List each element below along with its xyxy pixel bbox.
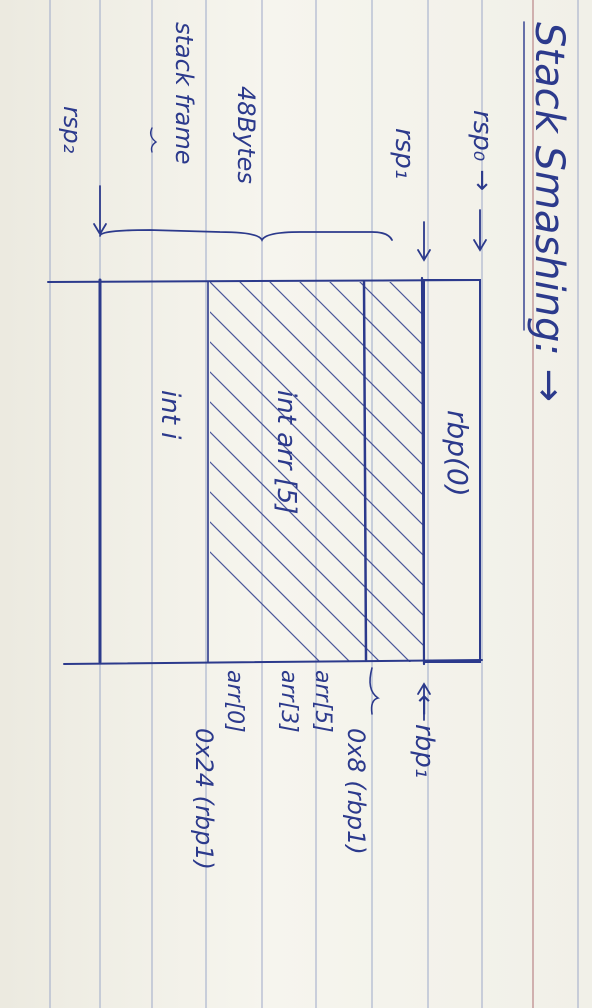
rsp2-arrow — [94, 186, 106, 234]
int-i-label: int i — [155, 390, 185, 440]
arr-box-right — [364, 282, 366, 660]
rsp0-arrow — [474, 210, 486, 250]
bytes-brace — [100, 230, 392, 240]
rsp0-label: rsp₀ → — [467, 110, 497, 192]
bottom-boundary — [64, 660, 482, 664]
bytes-label: 48Bytes — [232, 86, 260, 184]
arr0-label: arr[0] — [222, 670, 247, 733]
arr3-label: arr[3] — [276, 670, 301, 733]
addr-0x8-label: 0x8 (rbp1) — [342, 728, 370, 855]
ruled-lines — [50, 0, 578, 1008]
rbp1-label: ← rbp₁ — [409, 694, 439, 779]
top-boundary — [48, 280, 480, 282]
addr-0x24-label: 0x24 (rbp1) — [190, 728, 218, 870]
rsp2-label: rsp₂ — [58, 106, 86, 154]
rbp1-brace — [370, 668, 378, 714]
rbp0-label: rbp(0) — [441, 410, 474, 497]
stack-frame-label: stack frame — [170, 22, 198, 165]
arr-decl-label: int arr [5] — [271, 390, 301, 515]
handwriting — [58, 22, 572, 870]
arr5-label: arr[5] — [310, 670, 335, 733]
rsp1-label: rsp₁ — [389, 128, 419, 180]
page-title: Stack Smashing: → — [526, 22, 572, 403]
